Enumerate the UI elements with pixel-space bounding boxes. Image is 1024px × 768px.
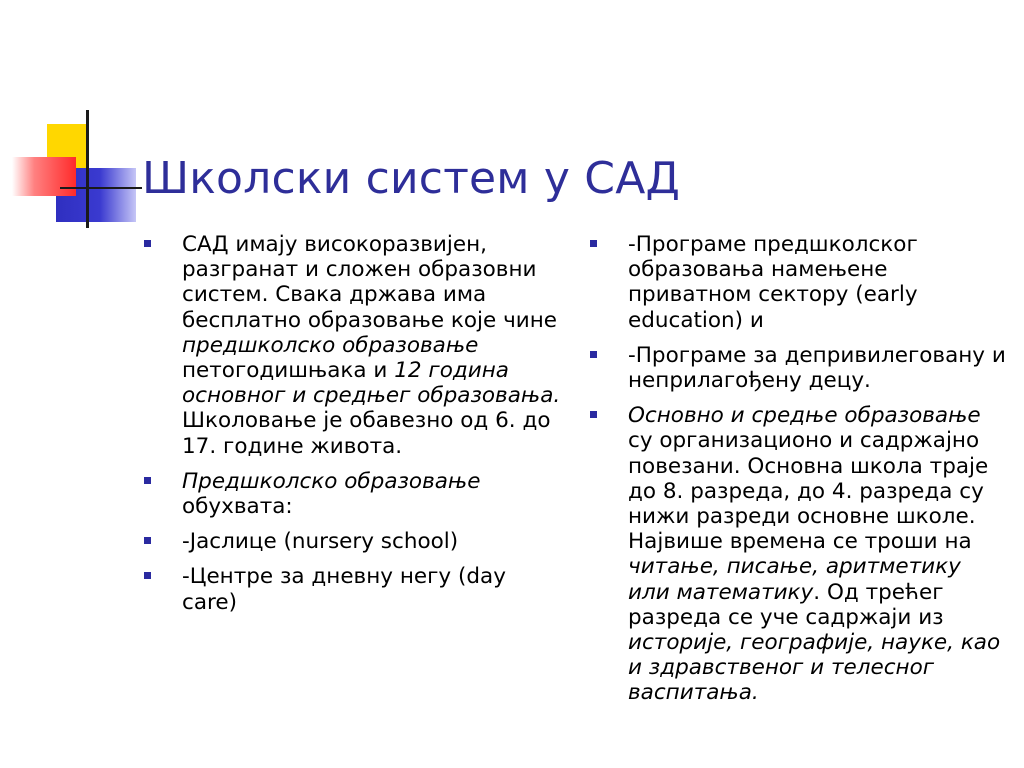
italic-text: 12 година основног и средњег образовања. xyxy=(182,358,561,409)
text-segment: Школовање је обавезно од 6. до 17. године живота. xyxy=(182,408,551,459)
italic-text: историје, географије, науке, као и здравственог и телесног васпитања. xyxy=(628,630,1001,706)
bullet-item xyxy=(588,343,1008,393)
right-bullet-list xyxy=(588,232,1008,706)
left-column xyxy=(142,232,562,625)
bullet-item xyxy=(142,469,562,519)
bullet-square-icon xyxy=(144,537,151,544)
bullet-square-icon xyxy=(590,411,597,418)
italic-text: читање, писање, аритметику или математику xyxy=(628,554,961,605)
bullet-square-icon xyxy=(144,240,151,247)
bullet-item xyxy=(142,564,562,614)
left-bullet-list xyxy=(142,232,562,615)
bullet-item xyxy=(588,403,1008,705)
bullet-square-icon xyxy=(590,351,597,358)
bullet-square-icon xyxy=(590,240,597,247)
text-segment: -Центре за дневну негу (day care) xyxy=(182,564,506,615)
horizontal-line xyxy=(60,187,142,189)
text-segment: САД имају високоразвијен, разгранат и сложен образовни систем. Свака држава има бесплатно образовање које чине xyxy=(182,232,558,333)
decorative-logo xyxy=(0,0,150,240)
vertical-line xyxy=(86,110,89,228)
bullet-square-icon xyxy=(144,477,151,484)
bullet-item xyxy=(142,232,562,459)
red-square xyxy=(12,157,76,196)
italic-text: Предшколско образовање xyxy=(182,468,481,494)
text-segment: . Од трећег разреда се уче садржаји из xyxy=(628,579,944,630)
bullet-item xyxy=(142,529,562,554)
text-segment: обухвата: xyxy=(182,494,293,520)
text-segment: петогодишњака и xyxy=(182,358,395,384)
text-segment: -Програме предшколског образовања намењене приватном сектору (early education) и xyxy=(628,232,918,333)
text-segment: су организационо и садржајно повезани. Основна школа траје до 8. разреда, до 4. разреда су нижи разреди основне школе. Највише времена се троши на xyxy=(628,428,989,555)
text-segment: -Јаслице (nursery school) xyxy=(182,529,459,555)
italic-text: предшколско образовање xyxy=(182,332,479,358)
bullet-item xyxy=(588,232,1008,333)
slide-title: Школски систем у САД xyxy=(142,153,681,205)
bullet-square-icon xyxy=(144,572,151,579)
right-column xyxy=(588,232,1008,716)
text-segment: -Програме за депривилеговану и неприлагођену децу. xyxy=(628,342,1006,394)
italic-text: Основно и средње образовање xyxy=(628,403,981,429)
